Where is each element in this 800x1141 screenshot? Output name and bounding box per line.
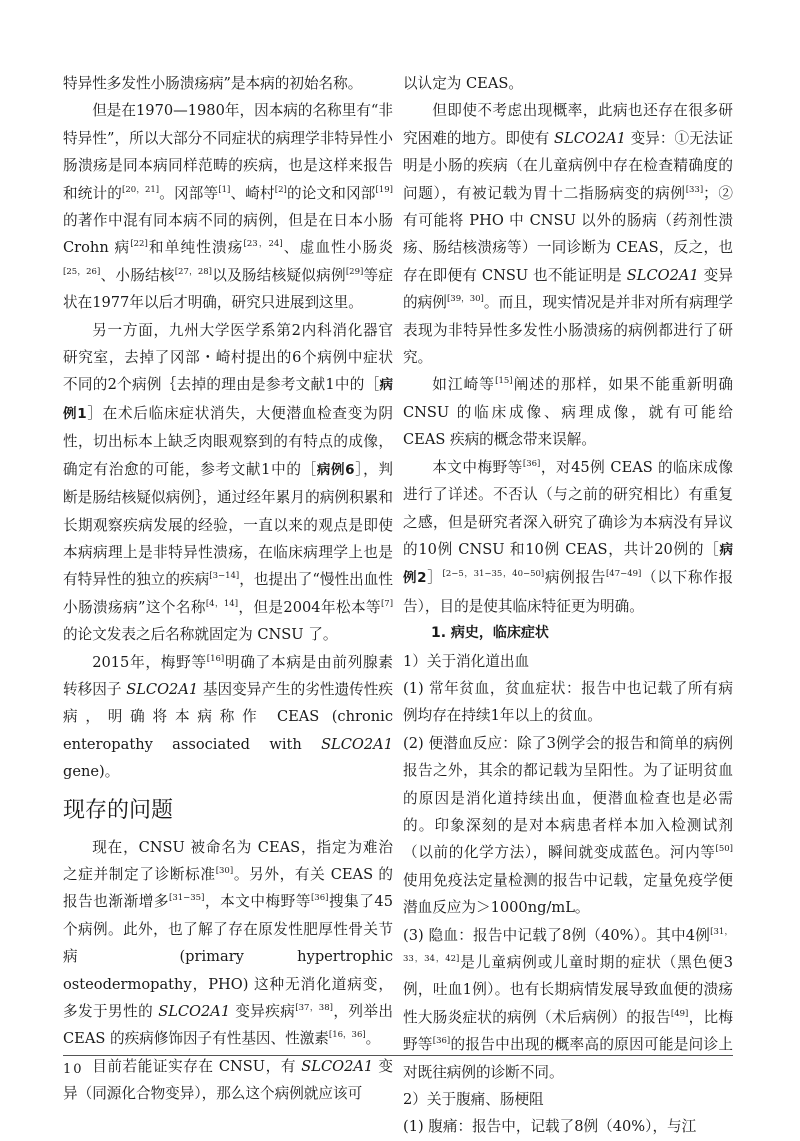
citation: [36] — [432, 1036, 451, 1047]
text: 等症状在1977年以后才明确，研究只进展到这里。 — [63, 266, 393, 312]
citation: [3−14] — [209, 571, 240, 582]
paragraph — [63, 649, 393, 786]
paragraph — [403, 70, 733, 97]
gene-name: SLCO2A1 — [158, 1003, 231, 1020]
citation: [31−35] — [169, 893, 205, 904]
text: 如江崎等 — [432, 376, 496, 394]
text: gene)。 — [63, 763, 120, 781]
text: 使用免疫法定量检测的报告中记载，定量免疫学便潜血反应为＞1000ng/mL。 — [403, 871, 733, 917]
text: 目前若能证实存在 CNSU，有 — [92, 1057, 297, 1075]
paragraph: (1) 腹痛：报告中，记载了8例（40%），与江 — [403, 1118, 697, 1136]
text: ，对45例 CEAS 的临床成像进行了详述。不否认（与之前的研究相比）有重复之感，但是研究者深入研究了确诊为本病没有异议的10例 CNSU 和10例 CEAS，共计20例的［ — [403, 458, 733, 558]
text: 以认定为 CEAS。 — [403, 75, 523, 92]
text: ，列举出 CEAS 的疾病修饰因子有性基因、性激素 — [63, 1003, 393, 1048]
text: 河内等 — [669, 844, 716, 862]
text: ；②有可能将 PHO 中 CNSU 以外的肠病（药剂性溃疡、肠结核溃疡等）一同诊断为 CEAS，反之，也存在即便有 CNSU 也不能证明是 — [403, 184, 733, 284]
text: (2) 便潜血反应：除了3例学会的报告和简单的病例报告之外，其余的都记载为呈阳性。为了证明贫血的原因是消化道持续出血，便潜血检查也是必需的。印象深刻的是对本病患者样本加入检测试剂（以前的化学方法），瞬间就变成蓝色。 — [403, 734, 733, 862]
text: 变异疾病 — [235, 1003, 296, 1020]
text: 病例报告 — [544, 569, 606, 587]
paragraph — [403, 371, 733, 453]
citation: [2−5，31−35，40−50] — [442, 569, 545, 580]
page-number: 10 — [63, 1062, 84, 1077]
paragraph — [403, 730, 733, 922]
citation: [50] — [715, 844, 733, 855]
text: 但是在1970—1980年，因本病的名称里有“非特异性”，所以大部分不同症状的病理学非特异性小肠溃疡是同本病同样范畴的疾病，也是这样来报告和统计的 — [63, 102, 393, 202]
citation: [2] — [274, 184, 287, 195]
gene-name: SLCO2A1 — [126, 680, 199, 698]
paragraph — [63, 97, 393, 316]
text: 是儿童病例或儿童时期的症状（黑色便3例，吐血1例）。也有长期病情发展导致血便的溃疡性大肠炎症状的病例（术后病例）的报告 — [403, 954, 733, 1026]
text: ，比梅野等 — [403, 1008, 733, 1054]
paragraph — [63, 317, 393, 649]
text: ，也提出了“慢性出血性小肠溃疡病”这个名称 — [63, 571, 393, 616]
text: 。冈部等 — [159, 184, 219, 202]
citation: [31，33，34，42] — [403, 926, 733, 965]
citation: [25，26] — [63, 266, 101, 277]
text: 的论文和冈部 — [286, 184, 376, 202]
citation: [49] — [670, 1008, 689, 1019]
citation: [23，24] — [243, 239, 283, 250]
paragraph — [63, 70, 393, 97]
footer-divider — [63, 1055, 733, 1056]
citation: [7] — [380, 598, 394, 609]
citation: [33] — [685, 184, 704, 195]
citation: [1] — [218, 184, 231, 195]
text: 基因变异产生的劣性遗传性疾病，明确将本病称作 CEAS (chronic enteropathy associated with — [63, 680, 394, 753]
gene-name: SLCO2A1 — [626, 266, 699, 284]
text: 的著作中混有同本病不同的病例，但是在日本小肠 Crohn 病 — [63, 212, 393, 257]
text: 2015年，梅野等 — [92, 653, 207, 671]
text: 但即使不考虑出现概率，此病也还存在很多研究困难的地方。即使有 — [403, 102, 733, 147]
case-highlight: 病例1 — [63, 377, 393, 422]
citation: [36] — [310, 893, 329, 904]
text: 。 — [365, 1030, 381, 1048]
left-column — [63, 70, 393, 1108]
text: 变异的病例 — [403, 266, 734, 312]
paragraph — [403, 454, 733, 620]
paragraph — [403, 922, 733, 1086]
citation: [15] — [495, 376, 513, 387]
citation: [19] — [375, 184, 393, 195]
citation: [39，30] — [446, 294, 484, 305]
paragraph — [63, 834, 393, 1053]
case-highlight: 病例6 — [316, 461, 355, 478]
text: ，但是2004年松本等 — [238, 598, 381, 616]
citation: [30] — [215, 866, 234, 877]
text: 。另外，有关 CEAS 的报告也渐渐增多 — [63, 865, 393, 911]
paragraph — [403, 97, 733, 371]
text: 的论文发表之后名称就固定为 CNSU 了。 — [63, 626, 338, 644]
citation: [22] — [130, 239, 148, 250]
text: 另一方面，九州大学医学系第2内科消化器官研究室，去掉了冈部・崎村提出的6个病例中症状不同的2个病例｛去掉的理由是参考文献1中的［ — [63, 321, 393, 394]
list-heading: 2）关于腹痛、肠梗阻 — [403, 1091, 544, 1109]
text: 以及肠结核疑似病例 — [212, 266, 346, 284]
citation: [36] — [522, 458, 541, 469]
text: 、崎村 — [230, 184, 275, 202]
text: ，本文中梅野等 — [204, 893, 311, 911]
text: (3) 隐血：报告中记载了8例（40%）。其中4例 — [403, 926, 711, 944]
gene-name: SLCO2A1 — [554, 129, 626, 147]
text: ］ — [426, 569, 443, 587]
text: ］在术后临床症状消失，大便潜血检查变为阴性，切出标本上缺乏肉眼观察到的有特点的成像，确定有治愈的可能，参考文献1中的［ — [63, 404, 393, 478]
text: 本文中梅野等 — [432, 458, 523, 476]
paragraph: (1) 常年贫血，贫血症状：报告中也记载了所有病例均存在持续1年以上的贫血。 — [403, 679, 733, 725]
case-highlight: 病例2 — [403, 541, 733, 587]
text: 和单纯性溃疡 — [147, 239, 244, 257]
text: 。而且，现实情况是并非对所有病理学表现为非特异性多发性小肠溃疡的病例都进行了研究。 — [403, 294, 733, 367]
citation: [47−49] — [605, 569, 642, 580]
citation: [29] — [345, 266, 364, 277]
citation: [37，38] — [295, 1003, 333, 1014]
citation: [4，14] — [205, 598, 239, 609]
text: 的报告中出现的概率高的原因可能是问诊上对既往病例的诊断不同。 — [403, 1036, 733, 1081]
gene-name: SLCO2A1 — [321, 735, 393, 753]
section-heading: 现存的问题 — [63, 797, 174, 823]
text: 特异性多发性小肠溃疡病”是本病的初始名称。 — [63, 75, 363, 92]
citation: [27，28] — [174, 266, 212, 277]
paragraph — [63, 1053, 393, 1108]
text: 、小肠结核 — [100, 266, 175, 284]
subsection-heading: 1. 病史，临床症状 — [431, 625, 549, 642]
text: 明确了本病是由前列腺素转移因子 — [63, 653, 393, 698]
text: 现在，CNSU 被命名为 CEAS，指定为难治之症并制定了诊断标准 — [63, 838, 393, 883]
text: 变异（同源化合物变异），那么这个病例就应该可 — [63, 1057, 394, 1103]
right-column — [403, 70, 733, 1141]
text: 搜集了45个病例。此外，也了解了存在原发性肥厚性骨关节病 (primary hypertrophic osteodermopathy，PHO) 这种无消化道病变，多发于男性的 — [63, 893, 393, 1020]
citation: [16，36] — [328, 1030, 366, 1041]
text: 阐述的那样，如果不能重新明确 CNSU 的临床成像、病理成像，就有可能给 CEAS 疾病的概念带来误解。 — [403, 376, 733, 449]
text: 变异：①无法证明是小肠的疾病（在儿童病例中存在检查精确度的问题），有被记载为胃十二指肠病变的病例 — [403, 129, 734, 202]
text: ］，判断是肠结核疑似病例｝，通过经年累月的病例积累和长期观察疾病发展的经验，一直以来的观点是即使本病病理上是非特异性溃疡，在临床病理学上也是有特异性的独立的疾病 — [63, 460, 393, 589]
gene-name: SLCO2A1 — [301, 1057, 374, 1075]
list-heading: 1）关于消化道出血 — [403, 652, 530, 670]
text: （以下称作报告），目的是使其临床特征更为明确。 — [403, 569, 733, 615]
citation: [20，21] — [122, 184, 160, 195]
text: 、虚血性小肠炎 — [282, 239, 393, 257]
citation: [16] — [206, 653, 225, 664]
